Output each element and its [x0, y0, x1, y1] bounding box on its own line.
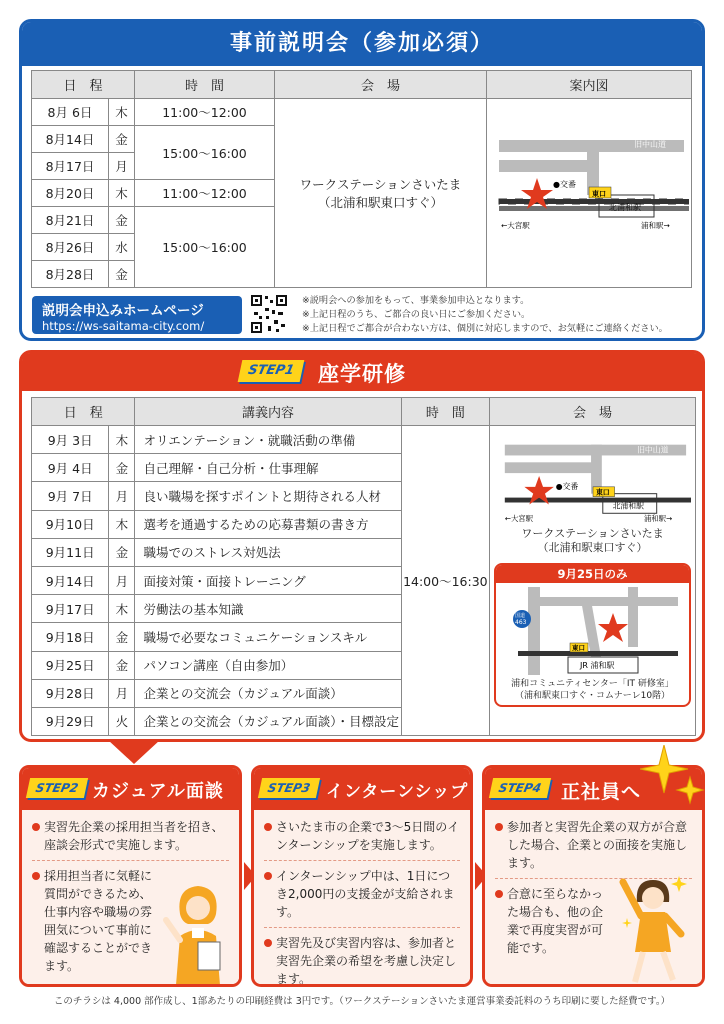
date-cell: 9月 3日 — [32, 426, 109, 454]
day-cell: 木 — [109, 595, 135, 623]
step3-header — [254, 768, 470, 810]
qr-code-icon[interactable] — [250, 294, 288, 334]
lecture-cell: 職場でのストレス対処法 — [135, 538, 401, 566]
date-cell: 9月17日 — [32, 595, 109, 623]
svg-text:東口: 東口 — [592, 189, 606, 198]
svg-text:←大宮駅: ←大宮駅 — [501, 220, 530, 230]
venue2-access: （浦和駅東口すぐ・コムナーレ10階） — [514, 691, 671, 701]
venue-cell — [490, 426, 696, 736]
date-cell: 8月 6日 — [32, 99, 109, 126]
apply-link[interactable] — [32, 296, 242, 334]
bullet-item: 参加者と実習先企業の双方が合意した場合、企業との面接を実施します。 — [495, 818, 692, 872]
step3-card — [251, 765, 473, 987]
lecture-cell: オリエンテーション・就職活動の準備 — [135, 426, 401, 454]
col-date: 日 程 — [32, 71, 135, 99]
area-map-2 — [508, 583, 678, 675]
note-line: ※上記日程のうち、ご都合の良い日にご参加ください。 — [302, 309, 531, 320]
venue-access: （北浦和駅東口すぐ） — [537, 541, 648, 554]
area-map — [489, 102, 689, 282]
footer-note: このチラシは 4,000 部作成し、1部あたりの印刷経費は 3円です。（ワークステーションさいたま運営事業委託料のうち印刷に要した経費です。） — [53, 996, 671, 1007]
lecture-cell: 面接対策・面接トレーニング — [135, 566, 401, 594]
date-cell: 9月29日 — [32, 707, 109, 735]
lecture-cell: 選考を通過するための応募書類の書き方 — [135, 510, 401, 538]
svg-text:浦和駅→: 浦和駅→ — [641, 220, 670, 230]
svg-text:463: 463 — [514, 619, 526, 626]
apply-title: 説明会申込みホームページ — [42, 303, 204, 319]
step2-title: カジュアル面談 — [92, 781, 224, 802]
briefing-notes — [302, 294, 668, 336]
date-cell: 8月28日 — [32, 261, 109, 288]
day-cell: 月 — [109, 482, 135, 510]
briefing-title: 事前説明会（参加必須） — [22, 22, 702, 66]
area-map — [495, 432, 691, 524]
lecture-cell: 企業との交流会（カジュアル面談） — [135, 679, 401, 707]
venue-name: ワークステーションさいたま — [299, 177, 462, 192]
day-cell: 金 — [109, 207, 135, 234]
svg-text:●交番: ●交番 — [553, 179, 576, 189]
bullet-item: 実習先企業の採用担当者を招き、座談会形式で実施します。 — [32, 818, 229, 854]
step1-title: 座学研修 — [318, 362, 406, 386]
step4-tag: STEP4 — [489, 778, 551, 798]
day-cell: 木 — [109, 180, 135, 207]
svg-text:JR 浦和駅: JR 浦和駅 — [579, 661, 614, 670]
special-venue-box — [494, 563, 691, 707]
time-cell: 11:00〜12:00 — [135, 180, 275, 207]
col-time: 時 間 — [135, 71, 275, 99]
briefing-table — [31, 70, 692, 288]
date-cell: 9月28日 — [32, 679, 109, 707]
date-cell: 9月 4日 — [32, 454, 109, 482]
woman-illustration-icon — [162, 880, 234, 985]
day-cell: 金 — [109, 623, 135, 651]
date-cell: 8月17日 — [32, 153, 109, 180]
lecture-table — [31, 397, 696, 736]
time-cell: 11:00〜12:00 — [135, 99, 275, 126]
bullet-item: インターンシップ中は、1日につき2,000円の支援金が支給されます。 — [264, 867, 460, 921]
col-time: 時 間 — [401, 398, 489, 426]
divider — [264, 860, 460, 861]
lecture-cell: 良い職場を探すポイントと期待される人材 — [135, 482, 401, 510]
day-cell: 金 — [109, 454, 135, 482]
day-cell: 木 — [109, 426, 135, 454]
step3-title: インターンシップ — [326, 782, 469, 802]
bullet-item: 合意に至らなかった場合も、他の企業で再度実習が可能です。 — [495, 885, 613, 957]
map-cell — [487, 99, 692, 288]
step4-body — [485, 810, 702, 984]
divider — [32, 860, 229, 861]
step1-section — [19, 350, 705, 742]
step2-body — [22, 810, 239, 984]
date-cell: 8月21日 — [32, 207, 109, 234]
step3-body — [254, 810, 470, 984]
step1-header — [22, 353, 702, 391]
col-venue: 会 場 — [490, 398, 696, 426]
svg-text:東口: 東口 — [595, 488, 610, 497]
note-line: ※説明会への参加をもって、事業参加申込となります。 — [302, 295, 530, 306]
note-line: ※上記日程でご都合が合わない方は、個別に対応しますので、お気軽にご連絡ください。 — [302, 323, 668, 334]
briefing-section — [19, 19, 705, 341]
day-cell: 水 — [109, 234, 135, 261]
date-cell: 9月10日 — [32, 510, 109, 538]
col-lecture: 講義内容 — [135, 398, 401, 426]
date-cell: 9月 7日 — [32, 482, 109, 510]
venue-name: ワークステーションさいたま — [521, 527, 664, 540]
svg-text:国道: 国道 — [514, 613, 525, 619]
venue2-name: 浦和コミュニティセンター「IT 研修室」 — [511, 679, 674, 689]
time-cell: 15:00〜16:00 — [135, 126, 275, 180]
day-cell: 金 — [109, 126, 135, 153]
lecture-cell: 労働法の基本知識 — [135, 595, 401, 623]
svg-text:浦和駅→: 浦和駅→ — [643, 514, 672, 524]
time-cell: 14:00〜16:30 — [401, 426, 489, 736]
step4-title: 正社員へ — [561, 781, 642, 803]
date-cell: 9月25日 — [32, 651, 109, 679]
table-row — [32, 426, 696, 454]
venue-cell — [275, 99, 487, 288]
svg-text:北浦和駅: 北浦和駅 — [612, 501, 644, 511]
day-cell: 金 — [109, 261, 135, 288]
step3-tag: STEP3 — [258, 778, 320, 798]
step2-tag: STEP2 — [26, 778, 88, 798]
day-cell: 金 — [109, 538, 135, 566]
day-cell: 月 — [109, 566, 135, 594]
date-cell: 9月18日 — [32, 623, 109, 651]
table-header — [32, 398, 696, 426]
day-cell: 木 — [109, 510, 135, 538]
table-row — [32, 99, 692, 126]
date-cell: 9月11日 — [32, 538, 109, 566]
lecture-cell: 自己理解・自己分析・仕事理解 — [135, 454, 401, 482]
svg-text:旧中山道: 旧中山道 — [636, 445, 668, 455]
step1-tag: STEP1 — [238, 360, 305, 382]
bullet-item: さいたま市の企業で3〜5日間のインターンシップを実施します。 — [264, 818, 460, 854]
cheering-woman-icon — [615, 872, 693, 984]
day-cell: 月 — [109, 153, 135, 180]
lecture-cell: パソコン講座（自由参加） — [135, 651, 401, 679]
svg-text:東口: 東口 — [571, 644, 585, 652]
date-cell: 9月14日 — [32, 566, 109, 594]
divider — [264, 927, 460, 928]
table-header — [32, 71, 692, 99]
svg-text:北浦和駅: 北浦和駅 — [609, 202, 641, 212]
date-cell: 8月14日 — [32, 126, 109, 153]
down-arrow-icon — [108, 740, 160, 764]
col-map: 案内図 — [487, 71, 692, 99]
col-date: 日 程 — [32, 398, 135, 426]
day-cell: 木 — [109, 99, 135, 126]
bullet-item: 採用担当者に気軽に質問ができるため、仕事内容や職場の雰囲気について事前に確認することができます。 — [32, 867, 162, 975]
date-cell: 8月20日 — [32, 180, 109, 207]
time-cell: 15:00〜16:00 — [135, 207, 275, 288]
svg-text:●交番: ●交番 — [555, 481, 578, 491]
map-road-label: 旧中山道 — [634, 139, 666, 149]
bullet-item: 実習先及び実習内容は、参加者と実習先企業の希望を考慮し決定します。 — [264, 934, 460, 987]
col-venue: 会 場 — [275, 71, 487, 99]
lecture-cell: 企業との交流会（カジュアル面談）・目標設定 — [135, 707, 401, 735]
day-cell: 月 — [109, 679, 135, 707]
date-cell: 8月26日 — [32, 234, 109, 261]
day-cell: 金 — [109, 651, 135, 679]
step2-card — [19, 765, 242, 987]
venue-access: （北浦和駅東口すぐ） — [317, 195, 443, 210]
sparkle-icon — [640, 745, 706, 807]
special-label: 9月25日のみ — [496, 565, 689, 583]
step2-header — [22, 768, 239, 810]
lecture-cell: 職場で必要なコミュニケーションスキル — [135, 623, 401, 651]
day-cell: 火 — [109, 707, 135, 735]
apply-url[interactable]: https://ws-saitama-city.com/ — [42, 319, 205, 333]
svg-text:←大宮駅: ←大宮駅 — [504, 514, 533, 524]
